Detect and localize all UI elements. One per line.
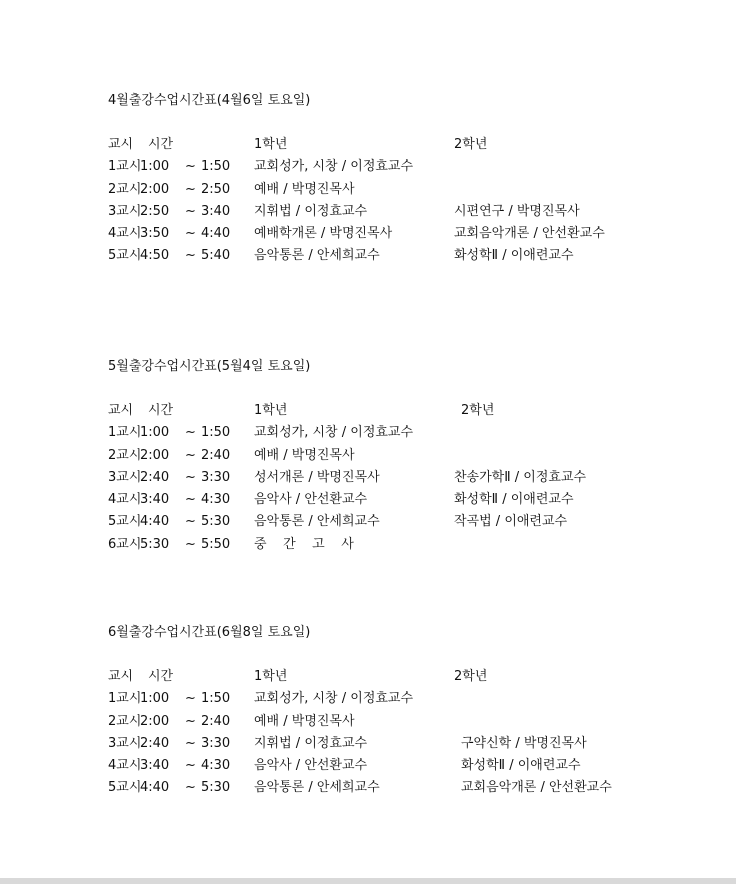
- row-end-time: 1:50: [201, 159, 231, 175]
- row-separator: ~: [185, 226, 196, 242]
- header-time: 시간: [148, 403, 174, 418]
- row-end-time: 2:40: [201, 447, 231, 463]
- row-separator: ~: [185, 780, 196, 796]
- row-grade1-course: 교회성가, 시창 / 이정효교수: [254, 691, 414, 707]
- row-start-time: 3:40: [140, 492, 170, 508]
- row-start-time: 2:40: [140, 735, 170, 751]
- table-row: [108, 467, 708, 489]
- schedule-may: [108, 356, 708, 556]
- header-period: 교시: [108, 669, 134, 684]
- row-start-time: 2:40: [140, 469, 170, 485]
- row-end-time: 4:40: [201, 226, 231, 242]
- header-time: 시간: [148, 137, 174, 152]
- row-separator: ~: [185, 735, 196, 751]
- schedule-title: 6월출강수업시간표(6월8일 토요일): [108, 625, 311, 640]
- row-end-time: 5:50: [201, 536, 231, 552]
- row-separator: ~: [185, 181, 196, 197]
- row-grade2-course: 구약신학 / 박명진목사: [461, 735, 587, 751]
- table-header: [108, 666, 708, 688]
- table-row: [108, 422, 708, 444]
- row-period: 5교시: [108, 780, 142, 796]
- header-grade2: 2학년: [461, 403, 495, 418]
- table-row: [108, 201, 708, 223]
- row-start-time: 2:50: [140, 203, 170, 219]
- row-grade1-course: 음악사 / 안선환교수: [254, 758, 368, 774]
- row-grade1-course: 예배학개론 / 박명진목사: [254, 226, 393, 242]
- table-row: [108, 711, 708, 733]
- row-end-time: 2:50: [201, 181, 231, 197]
- table-row: [108, 489, 708, 511]
- row-period: 4교시: [108, 492, 142, 508]
- header-grade2: 2학년: [454, 137, 488, 152]
- row-grade2-course: 찬송가학Ⅱ / 이정효교수: [454, 469, 587, 485]
- row-start-time: 2:00: [140, 447, 170, 463]
- schedule-april: [108, 90, 708, 268]
- row-separator: ~: [185, 713, 196, 729]
- row-separator: ~: [185, 758, 196, 774]
- schedule-title: 5월출강수업시간표(5월4일 토요일): [108, 359, 311, 374]
- row-start-time: 1:00: [140, 425, 170, 441]
- row-period: 1교시: [108, 691, 142, 707]
- row-grade1-course: 음악통론 / 안세희교수: [254, 514, 380, 530]
- row-separator: ~: [185, 447, 196, 463]
- row-end-time: 4:30: [201, 492, 231, 508]
- row-grade1-course: 음악사 / 안선환교수: [254, 492, 368, 508]
- row-grade1-course: 교회성가, 시창 / 이정효교수: [254, 425, 414, 441]
- row-end-time: 3:40: [201, 203, 231, 219]
- table-row: [108, 534, 708, 556]
- row-start-time: 2:00: [140, 713, 170, 729]
- row-grade2-course: 작곡법 / 이애련교수: [454, 514, 568, 530]
- row-start-time: 1:00: [140, 691, 170, 707]
- row-end-time: 4:30: [201, 758, 231, 774]
- row-grade2-course: 시편연구 / 박명진목사: [454, 203, 580, 219]
- row-start-time: 2:00: [140, 181, 170, 197]
- row-period: 4교시: [108, 758, 142, 774]
- row-end-time: 2:40: [201, 713, 231, 729]
- header-grade2: 2학년: [454, 669, 488, 684]
- header-period: 교시: [108, 137, 134, 152]
- row-start-time: 4:40: [140, 780, 170, 796]
- row-start-time: 5:30: [140, 536, 170, 552]
- schedule-title: 4월출강수업시간표(4월6일 토요일): [108, 93, 311, 108]
- row-period: 2교시: [108, 713, 142, 729]
- row-start-time: 4:50: [140, 248, 170, 264]
- row-end-time: 3:30: [201, 735, 231, 751]
- row-period: 3교시: [108, 203, 142, 219]
- row-separator: ~: [185, 514, 196, 530]
- row-grade1-course: 중 간 고 사: [254, 536, 354, 552]
- table-row: [108, 245, 708, 267]
- row-grade2-course: 교회음악개론 / 안선환교수: [461, 780, 612, 796]
- row-grade2-course: 화성학Ⅱ / 이애련교수: [461, 758, 581, 774]
- table-row: [108, 733, 708, 755]
- row-period: 5교시: [108, 514, 142, 530]
- row-start-time: 3:50: [140, 226, 170, 242]
- row-end-time: 5:30: [201, 514, 231, 530]
- row-separator: ~: [185, 536, 196, 552]
- row-grade1-course: 예배 / 박명진목사: [254, 713, 355, 729]
- row-period: 5교시: [108, 248, 142, 264]
- row-separator: ~: [185, 203, 196, 219]
- row-grade1-course: 음악통론 / 안세희교수: [254, 248, 380, 264]
- row-period: 2교시: [108, 447, 142, 463]
- row-separator: ~: [185, 469, 196, 485]
- header-grade1: 1학년: [254, 137, 288, 152]
- row-start-time: 1:00: [140, 159, 170, 175]
- table-header: [108, 400, 708, 422]
- row-period: 4교시: [108, 226, 142, 242]
- row-separator: ~: [185, 425, 196, 441]
- row-separator: ~: [185, 492, 196, 508]
- row-grade1-course: 예배 / 박명진목사: [254, 447, 355, 463]
- row-grade2-course: 교회음악개론 / 안선환교수: [454, 226, 605, 242]
- header-grade1: 1학년: [254, 669, 288, 684]
- header-time: 시간: [148, 669, 174, 684]
- row-grade1-course: 예배 / 박명진목사: [254, 181, 355, 197]
- table-row: [108, 223, 708, 245]
- row-start-time: 4:40: [140, 514, 170, 530]
- table-row: [108, 179, 708, 201]
- row-grade2-course: 화성학Ⅱ / 이애련교수: [454, 248, 574, 264]
- table-row: [108, 688, 708, 710]
- row-end-time: 5:40: [201, 248, 231, 264]
- header-period: 교시: [108, 403, 134, 418]
- row-grade2-course: 화성학Ⅱ / 이애련교수: [454, 492, 574, 508]
- page-bottom-border: [0, 878, 736, 884]
- row-period: 1교시: [108, 425, 142, 441]
- table-row: [108, 445, 708, 467]
- row-grade1-course: 음악통론 / 안세희교수: [254, 780, 380, 796]
- row-grade1-course: 성서개론 / 박명진목사: [254, 469, 380, 485]
- row-start-time: 3:40: [140, 758, 170, 774]
- schedule-june: [108, 622, 708, 800]
- row-period: 1교시: [108, 159, 142, 175]
- row-end-time: 1:50: [201, 425, 231, 441]
- row-separator: ~: [185, 159, 196, 175]
- row-grade1-course: 지휘법 / 이정효교수: [254, 203, 368, 219]
- row-end-time: 1:50: [201, 691, 231, 707]
- header-grade1: 1학년: [254, 403, 288, 418]
- row-end-time: 5:30: [201, 780, 231, 796]
- table-row: [108, 156, 708, 178]
- table-header: [108, 134, 708, 156]
- table-row: [108, 777, 708, 799]
- row-grade1-course: 교회성가, 시창 / 이정효교수: [254, 159, 414, 175]
- row-period: 3교시: [108, 469, 142, 485]
- row-separator: ~: [185, 691, 196, 707]
- row-period: 2교시: [108, 181, 142, 197]
- table-row: [108, 755, 708, 777]
- row-period: 6교시: [108, 536, 142, 552]
- row-grade1-course: 지휘법 / 이정효교수: [254, 735, 368, 751]
- row-end-time: 3:30: [201, 469, 231, 485]
- row-period: 3교시: [108, 735, 142, 751]
- row-separator: ~: [185, 248, 196, 264]
- table-row: [108, 511, 708, 533]
